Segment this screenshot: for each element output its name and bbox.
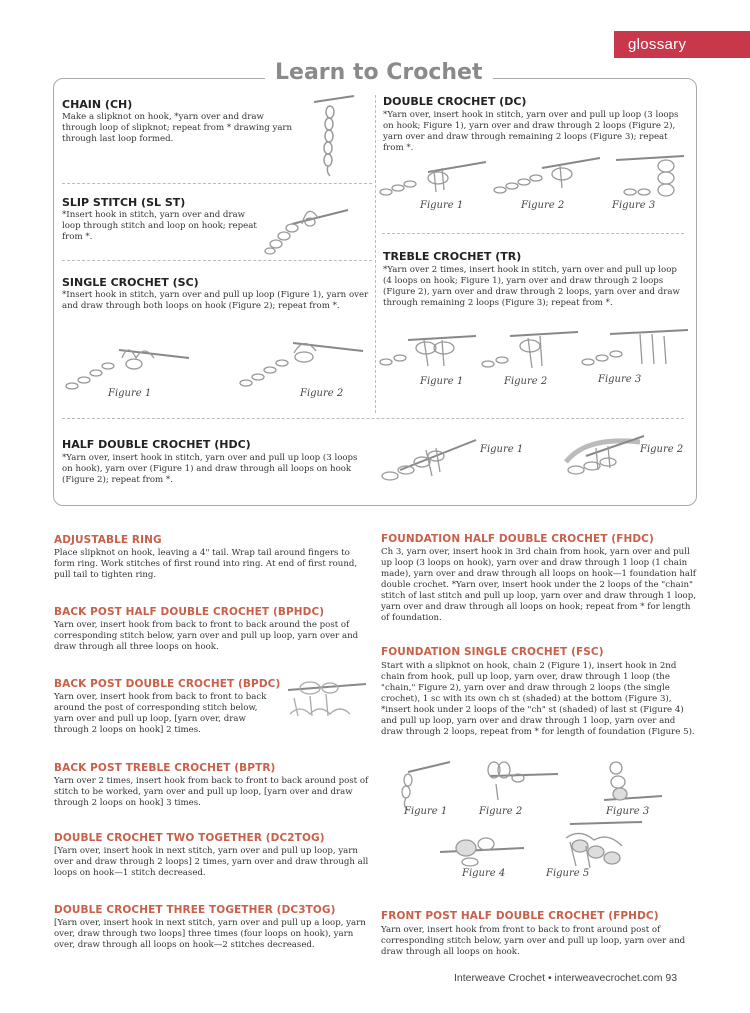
bpdc-heading: BACK POST DOUBLE CROCHET (BPDC) [54,678,281,690]
divider [62,260,372,261]
dc3tog-heading: DOUBLE CROCHET THREE TOGETHER (DC3TOG) [54,904,336,916]
figure-label: Figure 2 [479,806,523,817]
tr-heading: TREBLE CROCHET (TR) [383,250,522,263]
fphdc-heading: FRONT POST HALF DOUBLE CROCHET (FPHDC) [381,910,659,922]
bptr-text: Yarn over 2 times, insert hook from back to front to back around post of stitch to be worked, yarn over and pull up loop, [yarn over and draw through 2 loops on hook] 3 times. [54,776,369,808]
tr-text: *Yarn over 2 times, insert hook in stitch, yarn over and pull up loop (4 loops on hook; Figure 1), yarn over and draw through 2 loops (Figure 2), yarn over and draw through 2 loops, yarn over and draw through remaining 2 loops (Figure 3); repeat from *. [383,265,680,308]
hdc-heading: HALF DOUBLE CROCHET (HDC) [62,438,251,451]
figure-label: Figure 2 [300,388,344,399]
dc-fig3 [606,148,686,203]
fsc-fig2 [470,754,560,804]
section-tab: glossary [614,31,750,58]
figure-label: Figure 3 [606,806,650,817]
divider [375,95,376,413]
slip-stitch-heading: SLIP STITCH (SL ST) [62,196,186,209]
figure-label: Figure 5 [546,868,590,879]
figure-label: Figure 1 [404,806,448,817]
figure-label: Figure 3 [598,374,642,385]
dc2tog-heading: DOUBLE CROCHET TWO TOGETHER (DC2TOG) [54,832,325,844]
figure-label: Figure 1 [480,444,524,455]
fsc-text: Start with a slipknot on hook, chain 2 (Figure 1), insert hook in 2nd chain from hook, pull up loop, yarn over, draw through 1 loop (the "chain," Figure 2), yarn over and draw through 2 loops (the single crochet), 1 sc with its own ch st (shaded) at the bottom (Figure 3), *insert hook under 2 loops of the "ch" st (shaded) of last st (Figure 4) and pull up loop, yarn over and draw through 1 loop, yarn over and draw through 2 loops, repeat from * for length of foundation (Figure 5). [381,661,695,737]
fsc-heading: FOUNDATION SINGLE CROCHET (FSC) [381,646,604,658]
fsc-fig1 [394,758,454,813]
dc-fig2 [492,150,602,200]
fsc-fig5 [556,818,646,873]
divider [62,183,372,184]
hdc-fig2 [556,430,646,480]
dc-fig1 [378,152,488,202]
divider [62,418,684,419]
slip-stitch-text: *Insert hook in stitch, yarn over and draw loop through stitch and loop on hook; repeat from *. [62,210,257,242]
fsc-fig4 [436,826,526,871]
single-crochet-text: *Insert hook in stitch, yarn over and pull up loop (Figure 1), yarn over and draw through both loops on hook (Figure 2); repeat from *. [62,290,369,311]
single-crochet-fig2 [238,325,368,390]
figure-label: Figure 2 [504,376,548,387]
hdc-fig1 [380,436,480,486]
fhdc-heading: FOUNDATION HALF DOUBLE CROCHET (FHDC) [381,533,654,545]
tr-fig1 [378,326,478,376]
dc3tog-text: [Yarn over, insert hook in next stitch, yarn over and pull up a loop, yarn over, draw through two loops] three times (four loops on hook), yarn over, draw through all loops on hook—2 stitches decreased. [54,918,366,950]
bpdc-illustration [280,664,368,722]
hdc-text: *Yarn over, insert hook in stitch, yarn over and pull up loop (3 loops on hook), yarn over (Figure 1) and draw through all loops on hook (Figure 2); repeat from *. [62,453,358,485]
figure-label: Figure 1 [420,376,464,387]
chain-text: Make a slipknot on hook, *yarn over and draw through loop of slipknot; repeat from * drawing yarn through last loop formed. [62,112,293,144]
single-crochet-heading: SINGLE CROCHET (SC) [62,276,199,289]
dc2tog-text: [Yarn over, insert hook in next stitch, yarn over and pull up loop, yarn over and draw through 2 loops] 2 times, yarn over and draw through all loops on hook—1 stitch decreased. [54,846,369,878]
divider [382,233,684,234]
fsc-fig3 [598,756,668,811]
dc-text: *Yarn over, insert hook in stitch, yarn over and pull up loop (3 loops on hook; Figure 1), yarn over and draw through 2 loops (Figure 2), yarn over and draw through remaining 2 loops (Figure 3); repeat from *. [383,110,679,153]
adjustable-ring-heading: ADJUSTABLE RING [54,534,162,546]
figure-label: Figure 2 [521,200,565,211]
figure-label: Figure 1 [420,200,464,211]
fphdc-text: Yarn over, insert hook from front to back to front around post of corresponding stitch below, yarn over and pull up loop, yarn over and draw through all loops on hook. [381,925,686,957]
slip-stitch-illustration [262,188,352,258]
single-crochet-fig1 [64,328,194,393]
page-title: Learn to Crochet [265,60,493,85]
figure-label: Figure 3 [612,200,656,211]
figure-label: Figure 1 [108,388,152,399]
adjustable-ring-text: Place slipknot on hook, leaving a 4" tail. Wrap tail around fingers to form ring. Work stitches of first round into ring. At end of first round, pull tail to tighten ring. [54,548,358,580]
bphdc-text: Yarn over, insert hook from back to front to back around the post of corresponding stitch below, yarn over and pull up loop, yarn over and draw through all three loops on hook. [54,620,359,652]
figure-label: Figure 4 [462,868,506,879]
chain-heading: CHAIN (CH) [62,98,133,111]
chain-illustration [308,92,358,177]
bpdc-text: Yarn over, insert hook from back to front to back around the post of corresponding stitch below, yarn over and pull up loop, [yarn over, draw through 2 loops on hook] 2 times. [54,692,267,735]
dc-heading: DOUBLE CROCHET (DC) [383,95,527,108]
tr-fig3 [580,322,690,372]
page-footer: Interweave Crochet • interweavecrochet.com 93 [454,972,678,984]
bphdc-heading: BACK POST HALF DOUBLE CROCHET (BPHDC) [54,606,325,618]
fhdc-text: Ch 3, yarn over, insert hook in 3rd chain from hook, yarn over and pull up loop (3 loops on hook), yarn over and draw through 1 loop (1 chain made), yarn over and draw through all loops on hook—1 foundation half double crochet. *Yarn over, insert hook under the 2 loops of the "chain" stitch of last stitch and pull up loop, yarn over and draw through 1 loop, yarn over and draw through all loops on hook; repeat from * for length of foundation. [381,547,696,623]
figure-label: Figure 2 [640,444,684,455]
bptr-heading: BACK POST TREBLE CROCHET (BPTR) [54,762,276,774]
tr-fig2 [480,326,580,376]
